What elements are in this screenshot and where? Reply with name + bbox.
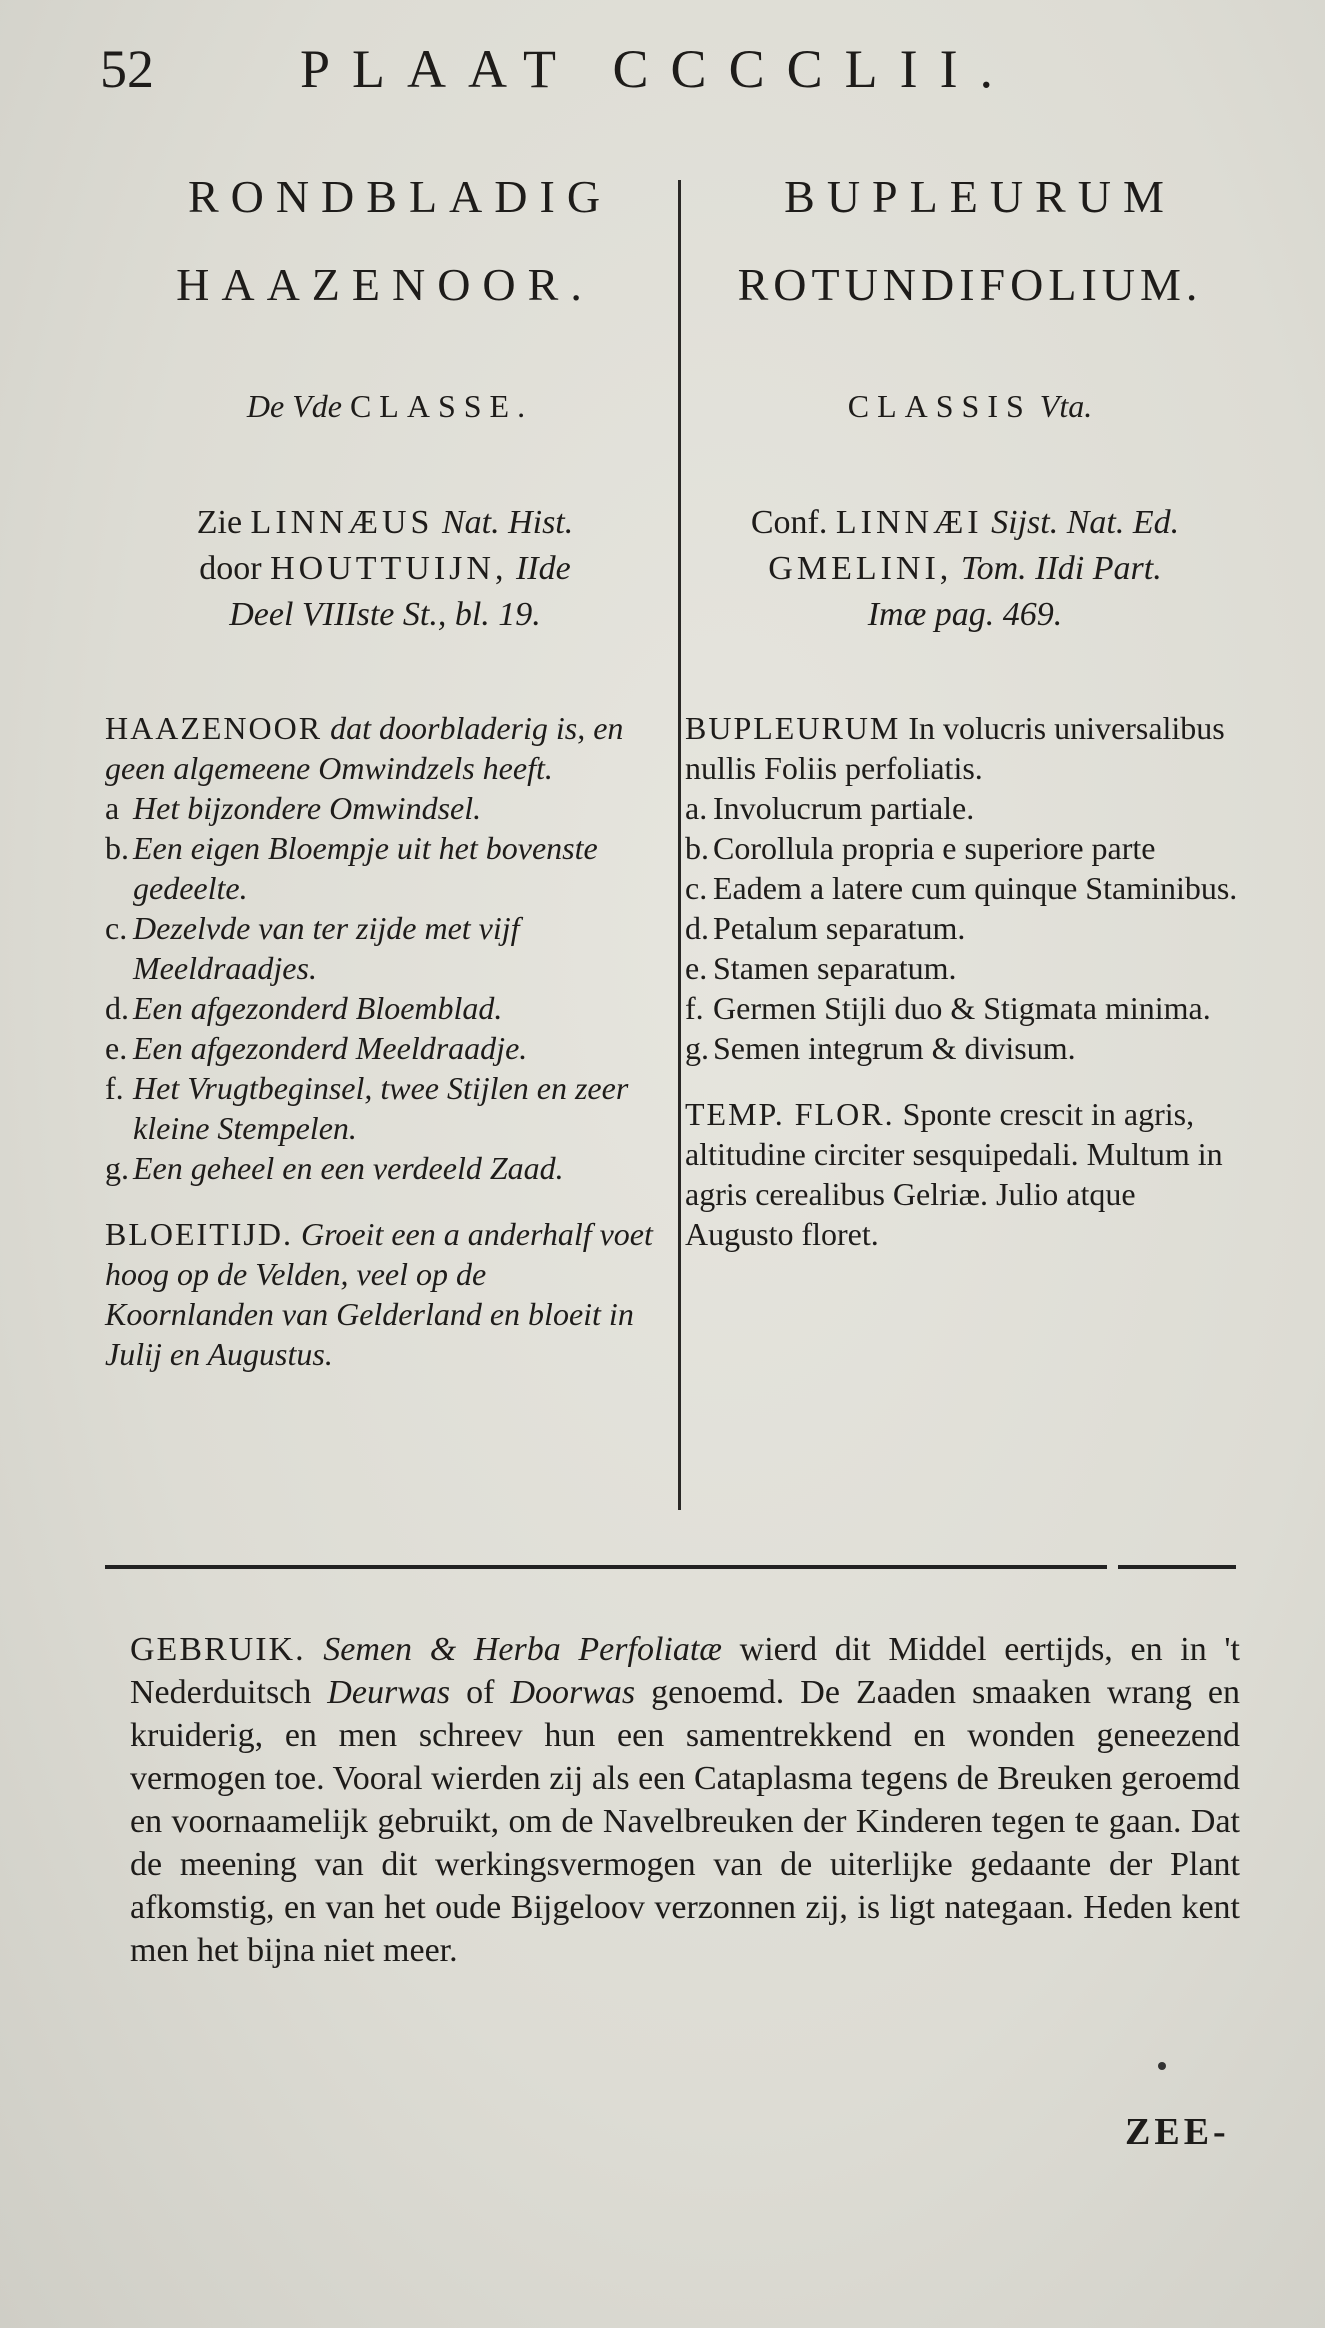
figure-letter: e. bbox=[105, 1030, 128, 1066]
figure-letter: f. bbox=[105, 1070, 124, 1106]
ref-author: LINNÆI bbox=[835, 504, 983, 541]
left-reference bbox=[100, 500, 670, 638]
figure-text: Corollula propria e superiore parte bbox=[713, 830, 1156, 866]
ref-volume: IIde bbox=[515, 550, 571, 587]
usage-paragraph bbox=[130, 1628, 1240, 1972]
catchword: ZEE- bbox=[1125, 2111, 1230, 2153]
figure-text: Petalum separatum. bbox=[713, 910, 966, 946]
figure-text: Het Vrugtbeginsel, twee Stijlen en zeer kleine Stempelen. bbox=[133, 1070, 629, 1146]
right-title-2: ROTUNDIFOLIUM. bbox=[737, 259, 1203, 310]
figure-item bbox=[685, 788, 1245, 828]
figure-letter: a bbox=[105, 790, 120, 826]
right-figure-list bbox=[685, 788, 1245, 1068]
usage-italic: Doorwas bbox=[510, 1674, 636, 1711]
figure-letter: c. bbox=[105, 910, 128, 946]
ref-author: LINNÆUS bbox=[250, 504, 434, 541]
flowering-lead: BLOEITIJD. bbox=[105, 1216, 293, 1252]
figure-text: Germen Stijli duo & Stigmata minima. bbox=[713, 990, 1211, 1026]
page-number: 52 bbox=[100, 39, 154, 99]
right-classis-word: CLASSIS bbox=[847, 388, 1032, 424]
left-description bbox=[105, 708, 660, 1374]
figure-text: Involucrum partiale. bbox=[713, 790, 975, 826]
left-classe bbox=[120, 388, 660, 425]
left-title-1: RONDBLADIG bbox=[187, 171, 613, 222]
usage-text: wierd dit Middel eertijds, en in 't Nederduitsch bbox=[130, 1631, 1240, 1711]
figure-item bbox=[105, 1068, 660, 1148]
figure-letter: c. bbox=[685, 870, 708, 906]
desc-lead: BUPLEURUM bbox=[685, 710, 901, 746]
figure-letter: g. bbox=[685, 1030, 709, 1066]
section-rule-short bbox=[1118, 1565, 1236, 1569]
ref-author: GMELINI, bbox=[768, 550, 953, 587]
left-classe-word: CLASSE. bbox=[349, 388, 534, 424]
figure-item bbox=[685, 1028, 1245, 1068]
left-figure-list bbox=[105, 788, 660, 1188]
ink-dot bbox=[1158, 2062, 1166, 2070]
ref-part: Imæ pag. 469. bbox=[867, 596, 1063, 633]
ref-work: Sijst. Nat. Ed. bbox=[991, 504, 1180, 541]
desc-text: In volucris universalibus nullis Foliis perfoliatis. bbox=[685, 710, 1225, 786]
figure-text: Het bijzondere Omwindsel. bbox=[133, 790, 482, 826]
right-title-1: BUPLEURUM bbox=[784, 171, 1176, 222]
figure-item bbox=[685, 988, 1245, 1028]
column-divider bbox=[678, 180, 681, 1510]
figure-text: Dezelvde van ter zijde met vijf Meeldraadjes. bbox=[133, 910, 520, 986]
figure-item bbox=[105, 988, 660, 1028]
ref-text: Zie bbox=[196, 504, 243, 541]
right-description bbox=[685, 708, 1245, 1254]
figure-item bbox=[685, 908, 1245, 948]
ref-text: door bbox=[199, 550, 262, 587]
right-classis bbox=[700, 388, 1240, 425]
usage-lead: GEBRUIK. bbox=[130, 1631, 306, 1668]
usage-italic: Semen & Herba Perfoliatæ bbox=[323, 1631, 722, 1668]
figure-letter: a. bbox=[685, 790, 708, 826]
ref-text: Conf. bbox=[750, 504, 828, 541]
ref-part: Deel VIIIste St., bl. 19. bbox=[229, 596, 541, 633]
figure-item bbox=[105, 1028, 660, 1068]
section-rule bbox=[105, 1565, 1107, 1569]
figure-item bbox=[105, 908, 660, 988]
figure-letter: d. bbox=[105, 990, 129, 1026]
flowering-text: Groeit een a anderhalf voet hoog op de Velden, veel op de Koornlanden van Gelderland en bloeit in Julij en Augustus. bbox=[105, 1216, 653, 1372]
ref-work: Nat. Hist. bbox=[441, 504, 574, 541]
flowering-lead: TEMP. FLOR. bbox=[685, 1096, 895, 1132]
figure-text: Eadem a latere cum quinque Staminibus. bbox=[713, 870, 1238, 906]
usage-text: genoemd. De Zaaden smaaken wrang en kruiderig, en men schreev hun een samentrekkend en wonden geneezend vermogen toe. Vooral wierden zij als een Cataplasma tegens de Breuken geroemd en voornaamelijk gebruikt, om de Navelbreuken der Kinderen tegen te gaan. Dat de meening van dit werkingsvermogen van de uiterlijke gedaante der Plant afkomstig, en van het oude Bijgeloov verzonnen zij, is ligt nategaan. Heden kent men het bijna niet meer. bbox=[130, 1674, 1241, 1969]
desc-text: dat doorbladerig is, en geen algemeene Omwindzels heeft. bbox=[105, 710, 624, 786]
figure-item bbox=[105, 1148, 660, 1188]
left-title-2: HAAZENOOR. bbox=[176, 259, 594, 310]
figure-letter: d. bbox=[685, 910, 709, 946]
figure-text: Een afgezonderd Bloemblad. bbox=[133, 990, 503, 1026]
figure-letter: g. bbox=[105, 1150, 129, 1186]
figure-item bbox=[105, 788, 660, 828]
plate-title: PLAAT CCCCLII. bbox=[300, 39, 1016, 99]
right-reference bbox=[685, 500, 1245, 638]
figure-text: Stamen separatum. bbox=[713, 950, 957, 986]
figure-letter: b. bbox=[105, 830, 129, 866]
right-classis-suffix: Vta. bbox=[1039, 388, 1093, 424]
figure-letter: b. bbox=[685, 830, 709, 866]
page-header bbox=[100, 30, 1230, 110]
desc-lead: HAAZENOOR bbox=[105, 710, 323, 746]
figure-item bbox=[685, 948, 1245, 988]
figure-text: Een eigen Bloempje uit het bovenste gedeelte. bbox=[133, 830, 598, 906]
ref-author: HOUTTUIJN, bbox=[270, 550, 508, 587]
ref-volume: Tom. IIdi Part. bbox=[960, 550, 1162, 587]
figure-item bbox=[685, 828, 1245, 868]
figure-item bbox=[685, 868, 1245, 908]
left-classe-prefix: De Vde bbox=[246, 388, 342, 424]
flowering-text: Sponte crescit in agris, altitudine circiter sesquipedali. Multum in agris cerealibus Gelriæ. Julio atque Augusto floret. bbox=[685, 1096, 1223, 1252]
figure-letter: e. bbox=[685, 950, 708, 986]
figure-text: Een afgezonderd Meeldraadje. bbox=[133, 1030, 528, 1066]
usage-italic: Deurwas bbox=[327, 1674, 451, 1711]
figure-letter: f. bbox=[685, 990, 704, 1026]
usage-text: of bbox=[466, 1674, 495, 1711]
figure-text: Een geheel en een verdeeld Zaad. bbox=[133, 1150, 564, 1186]
figure-item bbox=[105, 828, 660, 908]
figure-text: Semen integrum & divisum. bbox=[713, 1030, 1076, 1066]
